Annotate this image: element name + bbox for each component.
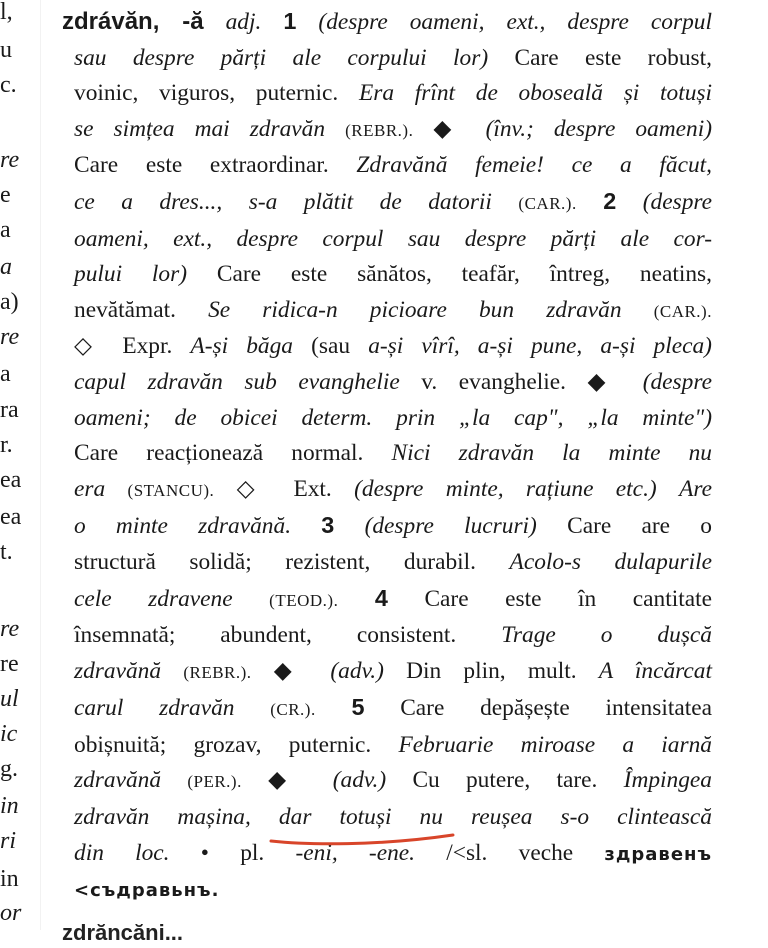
sense-2-qualifier-cont: oameni, ext., despre corpul sau despre părți ale cor- [74, 225, 712, 252]
margin-fragment: u [0, 37, 12, 63]
sense-2b-example: Nici zdravăn la minte nu [391, 440, 712, 467]
entry-line-2 [62, 41, 712, 77]
entry-line-4 [62, 112, 712, 149]
sense-1-example-cont: se simțea mai zdravăn [74, 115, 326, 142]
margin-fragment: t. [0, 539, 13, 565]
entry-line-23 [62, 800, 712, 836]
entry-line-11 [62, 365, 712, 401]
sense-3-qualifier: (despre lucruri) [364, 513, 537, 540]
source-teod: (TEOD.). [269, 590, 339, 610]
sense-number-1: 1 [283, 8, 297, 34]
sense-4-definition: Care este în cantitate [424, 585, 712, 612]
margin-fragment: a [0, 217, 11, 243]
entry-line-5 [62, 148, 712, 184]
scan-gutter [40, 0, 41, 930]
sense-3-definition-cont: structură solidă; rezistent, durabil. [74, 548, 476, 575]
etymology-cyrillic-origin: <съдравьнъ. [74, 880, 220, 902]
sense-4-example-cont: zdravănă [74, 657, 162, 684]
margin-fragment: r. [0, 432, 13, 458]
entry-line-25 [62, 872, 712, 909]
extension-marker-icon: ◇ [236, 475, 272, 502]
diamond-icon: ◆ [273, 657, 309, 684]
sense-5b-example-end: din loc. [74, 839, 170, 866]
sense-2b-definition: Care reacționează normal. [74, 440, 364, 467]
entry-line-1 [62, 4, 712, 41]
margin-fragment: g. [0, 756, 18, 782]
entry-line-15 [62, 508, 712, 545]
expression-marker-icon: ◇ [74, 333, 105, 360]
sense-1-definition: Care este robust, [514, 44, 712, 71]
sense-1-qualifier: (despre oameni, ext., despre corpul [318, 9, 712, 35]
headword: zdrávăn, -ă [62, 8, 204, 35]
extension-qualifier: (despre minte, rațiune etc.) [354, 475, 657, 502]
entry-line-21 [62, 728, 712, 764]
plural-forms: -eni, -ene. [295, 839, 416, 866]
margin-fragment: re [0, 651, 19, 677]
source-car-2: (CAR.). [653, 301, 712, 321]
red-underline-annotation [268, 832, 456, 848]
sense-4b-example-cont: carul zdravăn [74, 695, 235, 722]
entry-line-17 [62, 581, 712, 619]
sense-2b-qualifier-cont: oameni; de obicei determ. prin „la cap", „la minte") [74, 404, 712, 431]
extension-example-cont: o minte zdravănă. [74, 513, 292, 540]
expression-variant-open: (sau [311, 333, 351, 360]
margin-fragment: re [0, 616, 20, 642]
sense-1b-definition: Care este extraordinar. [74, 152, 329, 179]
sense-number-2: 2 [603, 187, 617, 214]
extension-example: Are [679, 475, 712, 502]
entry-line-12 [62, 401, 712, 437]
sense-number-5: 5 [351, 694, 365, 721]
bullet-icon: • [200, 839, 209, 866]
etymology-cyrillic: здравенъ [604, 843, 712, 865]
source-per: (PER.). [187, 772, 242, 792]
plural-label: pl. [240, 839, 265, 866]
margin-fragment: ic [0, 721, 18, 747]
sense-5-definition: Care depășește intensitatea [400, 695, 712, 722]
sense-1-definition-cont: voinic, viguros, puternic. [74, 80, 339, 107]
source-car: (CAR.). [518, 193, 577, 213]
margin-fragment: a [0, 361, 11, 387]
expression-label: Expr. [122, 333, 173, 360]
sense-4b-qualifier: (adv.) [330, 657, 384, 684]
sense-5b-qualifier: (adv.) [332, 767, 387, 794]
entry-line-20 [62, 690, 712, 728]
sense-2-definition-cont: nevătămat. [74, 296, 176, 323]
entry-line-8 [62, 257, 712, 293]
sense-2b-qualifier: (despre [642, 368, 712, 395]
sense-5b-example-cont: zdravăn mașina, [74, 804, 251, 831]
entry-line-3 [62, 76, 712, 112]
margin-fragment: ul [0, 686, 19, 712]
entry-line-6 [62, 184, 712, 222]
sense-4b-definition: Din plin, mult. [406, 657, 577, 684]
margin-fragment: ra [0, 397, 19, 423]
margin-fragment: ri [0, 828, 17, 854]
entry-line-13 [62, 436, 712, 472]
underline-stroke [271, 835, 453, 844]
sense-2b-example-end: era [74, 475, 106, 502]
previous-column-fragments [0, 0, 24, 930]
diamond-icon: ◆ [433, 115, 466, 142]
sense-2-qualifier-end: pului lor) [74, 261, 188, 288]
expression-text-cont: capul zdravăn sub evanghelie [74, 368, 400, 395]
sense-5b-example: Împingea [623, 767, 712, 794]
sense-5-definition-cont: obișnuită; grozav, puternic. [74, 731, 372, 758]
etymology-label: /<sl. veche [446, 839, 574, 866]
margin-fragment: in [0, 866, 19, 892]
sense-5-example-cont: zdravănă [74, 767, 162, 794]
margin-fragment: ea [0, 467, 22, 493]
margin-fragment: c. [0, 72, 17, 98]
sense-1b-qualifier: (înv.; despre oameni) [485, 115, 712, 142]
entry-line-19 [62, 654, 712, 691]
next-entry-fragment: zdrăncăni... [62, 920, 184, 945]
source-stancu: (STANCU). [127, 480, 215, 500]
source-cr: (CR.). [270, 700, 316, 720]
entry-line-22 [62, 763, 712, 800]
expression-variants: a-și vîrî, a-și pune, a-și pleca) [368, 333, 712, 360]
underlined-phrase: dar totuși nu [278, 804, 443, 831]
diamond-icon: ◆ [587, 368, 622, 395]
source-rebr: (REBR.). [345, 120, 414, 140]
sense-1b-example: Zdravănă femeie! ce a făcut, [356, 152, 712, 179]
sense-1b-example-cont: ce a dres..., s-a plătit de datorii [74, 188, 492, 215]
sense-number-3: 3 [321, 512, 335, 539]
source-rebr-2: (REBR.). [183, 662, 252, 682]
margin-fragment: re [0, 324, 20, 350]
expression-text: A-și băga [190, 333, 294, 360]
dictionary-entry-zdravan [62, 4, 712, 909]
sense-2-definition: Care este sănătos, teafăr, întreg, neatins, [216, 261, 712, 288]
sense-3-example-cont: cele zdravene [74, 585, 233, 612]
sense-4b-example: A încărcat [598, 657, 712, 684]
sense-2-qualifier: (despre [642, 188, 712, 215]
margin-fragment: l, [0, 0, 13, 25]
margin-fragment: or [0, 900, 22, 926]
sense-4-definition-cont: însemnată; abundent, consistent. [74, 622, 457, 649]
entry-line-14 [62, 472, 712, 509]
entry-line-18 [62, 618, 712, 654]
sense-5b-definition: Cu putere, tare. [412, 767, 598, 794]
margin-fragment: e [0, 182, 11, 208]
sense-4-example: Trage o dușcă [501, 622, 712, 649]
sense-5-example: Februarie miroase a iarnă [398, 731, 712, 758]
sense-3-definition: Care are o [567, 513, 712, 540]
entry-line-7 [62, 222, 712, 258]
margin-fragment: in [0, 793, 19, 819]
sense-2-example: Se ridica-n picioare bun zdravăn [208, 296, 622, 323]
margin-fragment: ea [0, 504, 22, 530]
margin-fragment: a [0, 254, 12, 280]
entry-line-16 [62, 545, 712, 581]
extension-label: Ext. [293, 475, 332, 502]
sense-1-qualifier-cont: sau despre părți ale corpului lor) [74, 44, 489, 71]
sense-3-example: Acolo-s dulapurile [509, 548, 712, 575]
entry-line-10 [62, 329, 712, 365]
margin-fragment: a) [0, 289, 19, 315]
expression-crossref: v. evanghelie. [421, 368, 566, 395]
sense-1-example: Era frînt de oboseală și totuși [358, 80, 712, 107]
entry-line-9 [62, 293, 712, 330]
sense-number-4: 4 [374, 584, 388, 611]
margin-fragment: re [0, 147, 20, 173]
sense-5b-example-cont-2: reușea s-o clintească [470, 804, 712, 831]
part-of-speech: adj. [225, 9, 262, 35]
diamond-icon: ◆ [268, 767, 307, 794]
